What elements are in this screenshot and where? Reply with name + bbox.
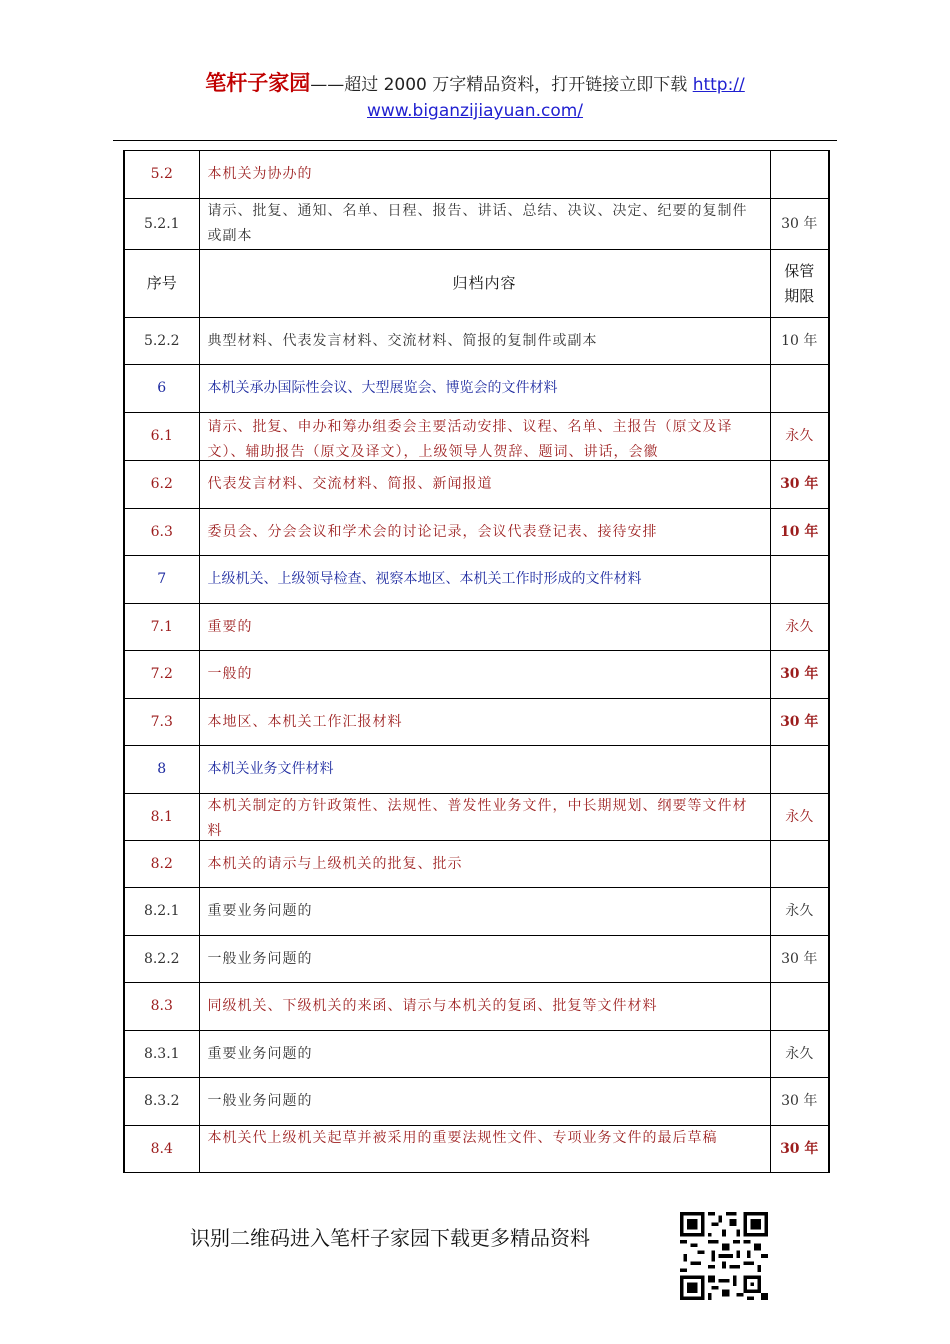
row-content: 代表发言材料、交流材料、简报、新闻报道 xyxy=(199,461,770,509)
row-number: 8.3 xyxy=(124,983,199,1031)
table-row xyxy=(124,936,829,983)
row-content: 典型材料、代表发言材料、交流材料、简报的复制件或副本 xyxy=(199,318,770,365)
row-content: 请示、批复、通知、名单、日程、报告、讲话、总结、决议、决定、纪要的复制件或副本 xyxy=(199,199,770,250)
table-row xyxy=(124,199,829,250)
site-link-part2[interactable]: www.biganzijiayuan.com/ xyxy=(366,101,584,121)
row-retention: 30 年 xyxy=(770,699,829,746)
row-number: 8.4 xyxy=(124,1126,199,1173)
header-retention xyxy=(770,250,829,318)
row-retention: 永久 xyxy=(770,1031,829,1078)
tagline: ——超过 2000 万字精品资料，打开链接立即下载 xyxy=(310,75,693,95)
page-header xyxy=(0,70,950,124)
row-content: 本地区、本机关工作汇报材料 xyxy=(199,699,770,746)
header-retention-line2: 期限 xyxy=(784,286,815,305)
row-content: 重要业务问题的 xyxy=(199,888,770,936)
row-content-text: 本机关制定的方针政策性、法规性、普发性业务文件，中长期规划、纲要等文件材料 xyxy=(207,798,748,839)
row-retention: 30 年 xyxy=(770,936,829,983)
row-retention xyxy=(770,556,829,604)
row-content xyxy=(199,1126,770,1173)
header-retention-line1: 保管 xyxy=(784,261,815,280)
table-row xyxy=(124,746,829,794)
row-retention xyxy=(770,746,829,794)
row-number: 8.3.2 xyxy=(124,1078,199,1126)
brand-name: 笔杆子家园 xyxy=(205,71,311,95)
row-number: 8.2.2 xyxy=(124,936,199,983)
table-row xyxy=(124,794,829,841)
row-number: 6 xyxy=(124,365,199,413)
row-content xyxy=(199,794,770,841)
row-content: 上级机关、上级领导检查、视察本地区、本机关工作时形成的文件材料 xyxy=(199,556,770,604)
row-retention: 30 年 xyxy=(770,199,829,250)
row-content: 本机关业务文件材料 xyxy=(199,746,770,794)
row-retention xyxy=(770,365,829,413)
row-retention: 10 年 xyxy=(770,318,829,365)
table-row xyxy=(124,651,829,699)
row-content: 本机关承办国际性会议、大型展览会、博览会的文件材料 xyxy=(199,365,770,413)
row-retention: 永久 xyxy=(770,794,829,841)
table-row xyxy=(124,318,829,365)
table-row xyxy=(124,699,829,746)
row-retention: 10 年 xyxy=(770,509,829,556)
row-number: 5.2.1 xyxy=(124,199,199,250)
row-content: 重要业务问题的 xyxy=(199,1031,770,1078)
footer-caption: 识别二维码进入笔杆子家园下载更多精品资料 xyxy=(190,1226,590,1250)
row-number: 6.3 xyxy=(124,509,199,556)
row-number: 8.1 xyxy=(124,794,199,841)
row-number: 6.2 xyxy=(124,461,199,509)
row-retention: 30 年 xyxy=(770,1126,829,1173)
row-retention: 30 年 xyxy=(770,1078,829,1126)
row-retention xyxy=(770,841,829,888)
table-row xyxy=(124,461,829,509)
row-content: 同级机关、下级机关的来函、请示与本机关的复函、批复等文件材料 xyxy=(199,983,770,1031)
row-number: 8.2 xyxy=(124,841,199,888)
row-content: 一般的 xyxy=(199,651,770,699)
row-retention: 永久 xyxy=(770,604,829,651)
row-content: 一般业务问题的 xyxy=(199,1078,770,1126)
row-number: 8 xyxy=(124,746,199,794)
row-content: 一般业务问题的 xyxy=(199,936,770,983)
header-divider xyxy=(113,140,837,141)
row-content: 本机关的请示与上级机关的批复、批示 xyxy=(199,841,770,888)
row-number: 7.3 xyxy=(124,699,199,746)
row-retention: 30 年 xyxy=(770,461,829,509)
row-number: 7 xyxy=(124,556,199,604)
row-retention xyxy=(770,983,829,1031)
row-number: 5.2 xyxy=(124,151,199,199)
row-content: 本机关为协办的 xyxy=(199,151,770,199)
header-content: 归档内容 xyxy=(199,250,770,318)
row-retention xyxy=(770,151,829,199)
row-content-text: 本机关代上级机关起草并被采用的重要法规性文件、专项业务文件的最后草稿 xyxy=(207,1130,718,1146)
row-content: 委员会、分会会议和学术会的讨论记录，会议代表登记表、接待安排 xyxy=(199,509,770,556)
row-content-text: 请示、批复、申办和筹办组委会主要活动安排、议程、名单、主报告（原文及译文）、辅助报告（原文及译文），上级领导人贺辞、题词、讲话，会徽 xyxy=(207,418,733,459)
table-row xyxy=(124,983,829,1031)
table-row xyxy=(124,556,829,604)
table-row xyxy=(124,413,829,461)
table-row xyxy=(124,1126,829,1173)
row-number: 8.3.1 xyxy=(124,1031,199,1078)
site-link-part1[interactable]: http:// xyxy=(692,75,745,95)
table-header-row xyxy=(124,250,829,318)
header-number: 序号 xyxy=(124,250,199,318)
row-retention: 30 年 xyxy=(770,651,829,699)
row-number: 7.1 xyxy=(124,604,199,651)
table-row xyxy=(124,1078,829,1126)
row-content xyxy=(199,413,770,461)
row-number: 6.1 xyxy=(124,413,199,461)
qr-code-icon[interactable] xyxy=(680,1212,768,1300)
row-number: 5.2.2 xyxy=(124,318,199,365)
row-retention: 永久 xyxy=(770,413,829,461)
table-row xyxy=(124,509,829,556)
table-row xyxy=(124,841,829,888)
archive-table xyxy=(123,150,830,1173)
row-number: 7.2 xyxy=(124,651,199,699)
row-content: 重要的 xyxy=(199,604,770,651)
table-row xyxy=(124,604,829,651)
table-row xyxy=(124,888,829,936)
table-row xyxy=(124,365,829,413)
table-row xyxy=(124,151,829,199)
row-number: 8.2.1 xyxy=(124,888,199,936)
table-row xyxy=(124,1031,829,1078)
row-retention: 永久 xyxy=(770,888,829,936)
